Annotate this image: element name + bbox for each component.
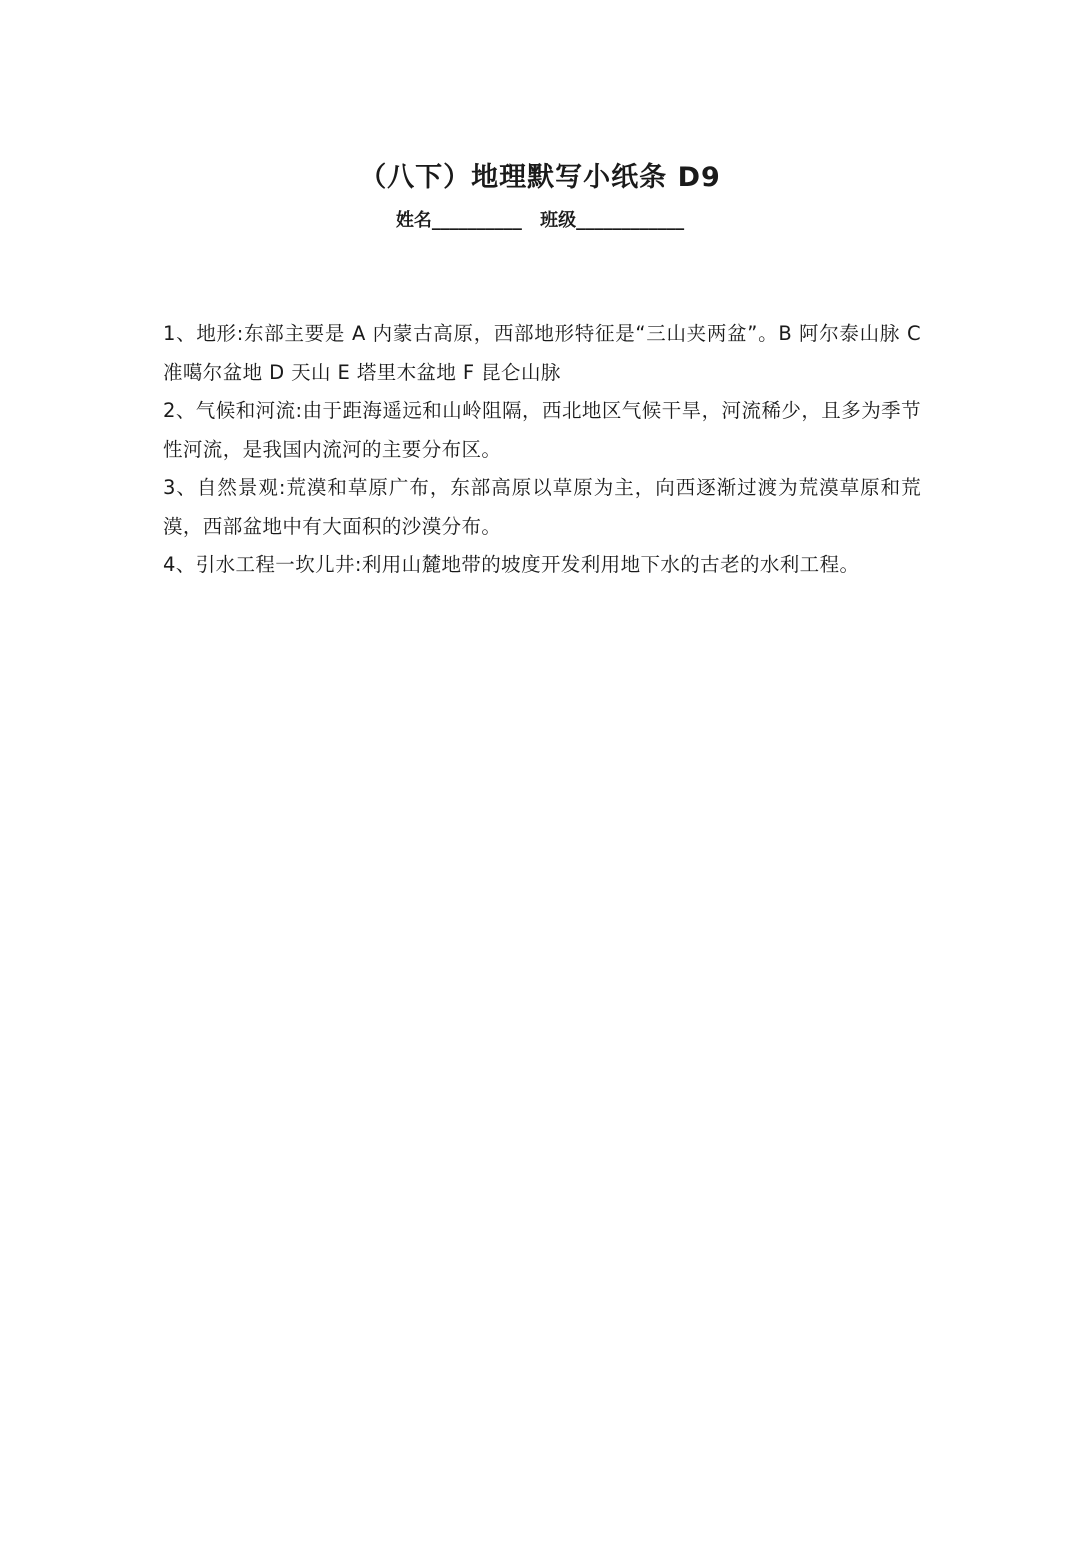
name-field: 姓名__________: [395, 210, 522, 231]
page-title: （八下）地理默写小纸条 D9: [359, 162, 721, 193]
class-field: 班级____________: [540, 210, 685, 231]
list-item-4: 4、引水工程一坎儿井:利用山麓地带的坡度开发利用地下水的古老的水利工程。: [163, 553, 860, 576]
list-item-2: 2、气候和河流:由于距海遥远和山岭阻隔，西北地区气候干旱，河流稀少，且多为季节性河流，是我国内流河的主要分布区。: [163, 399, 921, 461]
content-list: [163, 315, 921, 585]
list-item-1: 1、地形:东部主要是 A 内蒙古高原，西部地形特征是“三山夹两盆”。B 阿尔泰山脉 C 准噶尔盆地 D 天山 E 塔里木盆地 F 昆仑山脉: [163, 322, 921, 384]
student-info: [0, 206, 1080, 236]
list-item-3: 3、自然景观:荒漠和草原广布，东部高原以草原为主，向西逐渐过渡为荒漠草原和荒漠，西部盆地中有大面积的沙漠分布。: [163, 476, 921, 538]
